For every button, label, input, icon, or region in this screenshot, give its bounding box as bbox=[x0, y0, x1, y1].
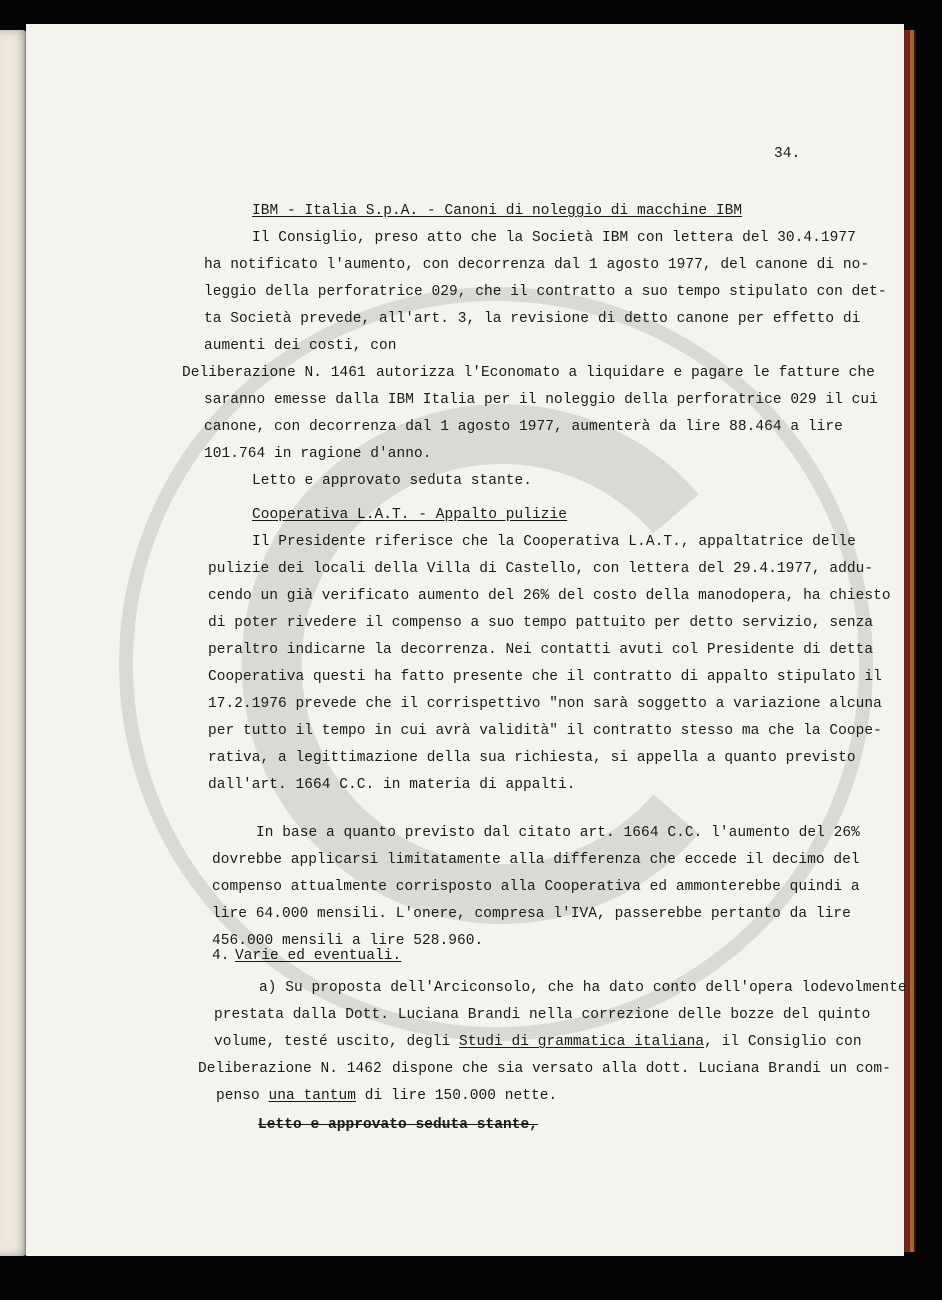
paragraph-line: cendo un già verificato aumento del 26% del costo della manodopera, ha chiesto bbox=[208, 588, 891, 604]
paragraph-line: ha notificato l'aumento, con decorrenza dal 1 agosto 1977, del canone di no- bbox=[204, 257, 870, 273]
paragraph-line: leggio della perforatrice 029, che il contratto a suo tempo stipulato con det- bbox=[204, 284, 887, 300]
closing-line: Letto e approvato seduta stante. bbox=[252, 473, 533, 489]
paragraph-line: lire 64.000 mensili. L'onere, compresa l'IVA, passerebbe pertanto da lire bbox=[212, 906, 851, 922]
paragraph-line bbox=[216, 1088, 557, 1104]
paragraph-line: dispone che sia versato alla dott. Luciana Brandi un com- bbox=[392, 1061, 891, 1077]
paragraph-line: Il Presidente riferisce che la Cooperativa L.A.T., appaltatrice delle bbox=[252, 534, 856, 550]
paragraph-line: 456.000 mensili a lire 528.960. bbox=[212, 933, 484, 949]
paragraph-line: 101.764 in ragione d'anno. bbox=[204, 446, 432, 462]
document-page bbox=[26, 24, 907, 1256]
paragraph-line: prestata dalla Dott. Luciana Brandi nella correzione delle bozze del quinto bbox=[214, 1007, 871, 1023]
left-page-edge bbox=[0, 30, 28, 1256]
line-text: volume, testé uscito, degli bbox=[214, 1034, 460, 1050]
paragraph-line: per tutto il tempo in cui avrà validità" il contratto stesso ma che la Coope- bbox=[208, 723, 882, 739]
deliberation-label: Deliberazione N. 1462 bbox=[198, 1061, 382, 1077]
deliberation-label: Deliberazione N. 1461 bbox=[182, 365, 366, 381]
paragraph-line: Il Consiglio, preso atto che la Società IBM con lettera del 30.4.1977 bbox=[252, 230, 856, 246]
page-number: 34. bbox=[774, 146, 801, 162]
paragraph-line: In base a quanto previsto dal citato art. 1664 C.C. l'aumento del 26% bbox=[256, 825, 860, 841]
struck-closing-line: Letto e approvato seduta stante, bbox=[258, 1117, 539, 1133]
una-tantum: una tantum bbox=[268, 1088, 357, 1104]
line-text: , il Consiglio con bbox=[704, 1034, 862, 1050]
paragraph-line: autorizza l'Economato a liquidare e pagare le fatture che bbox=[376, 365, 875, 381]
section-heading-ibm: IBM - Italia S.p.A. - Canoni di noleggio di macchine IBM bbox=[252, 203, 743, 219]
section-heading-varie: Varie ed eventuali. bbox=[235, 948, 402, 964]
line-text: penso bbox=[216, 1088, 269, 1104]
paragraph-line: 17.2.1976 prevede che il corrispettivo "non sarà soggetto a variazione alcuna bbox=[208, 696, 882, 712]
paragraph-line: Cooperativa questi ha fatto presente che il contratto di appalto stipulato il bbox=[208, 669, 882, 685]
paragraph-line: saranno emesse dalla IBM Italia per il noleggio della perforatrice 029 il cui bbox=[204, 392, 878, 408]
paragraph-line: compenso attualmente corrisposto alla Cooperativa ed ammonterebbe quindi a bbox=[212, 879, 860, 895]
paragraph-line: a) Su proposta dell'Arciconsolo, che ha dato conto dell'opera lodevolmente bbox=[259, 980, 907, 996]
section-number: 4. bbox=[212, 948, 230, 964]
paragraph-line bbox=[214, 1034, 862, 1050]
paragraph-line: rativa, a legittimazione della sua richiesta, si appella a quanto previsto bbox=[208, 750, 856, 766]
paragraph-line: dall'art. 1664 C.C. in materia di appalti. bbox=[208, 777, 576, 793]
paragraph-line: canone, con decorrenza dal 1 agosto 1977, aumenterà da lire 88.464 a lire bbox=[204, 419, 843, 435]
paragraph-line: pulizie dei locali della Villa di Castello, con lettera del 29.4.1977, addu- bbox=[208, 561, 874, 577]
paragraph-line: dovrebbe applicarsi limitatamente alla differenza che eccede il decimo del bbox=[212, 852, 860, 868]
paragraph-line: di poter rivedere il compenso a suo tempo pattuito per detto servizio, senza bbox=[208, 615, 874, 631]
binding-stripe bbox=[910, 30, 914, 1252]
book-title: Studi di grammatica italiana bbox=[459, 1034, 705, 1050]
paragraph-line: peraltro indicarne la decorrenza. Nei contatti avuti col Presidente di detta bbox=[208, 642, 874, 658]
paragraph-line: aumenti dei costi, con bbox=[204, 338, 397, 354]
line-text: di lire 150.000 nette. bbox=[356, 1088, 558, 1104]
section-heading-cooperativa: Cooperativa L.A.T. - Appalto pulizie bbox=[252, 507, 568, 523]
paragraph-line: ta Società prevede, all'art. 3, la revisione di detto canone per effetto di bbox=[204, 311, 861, 327]
page-text bbox=[26, 24, 907, 1256]
